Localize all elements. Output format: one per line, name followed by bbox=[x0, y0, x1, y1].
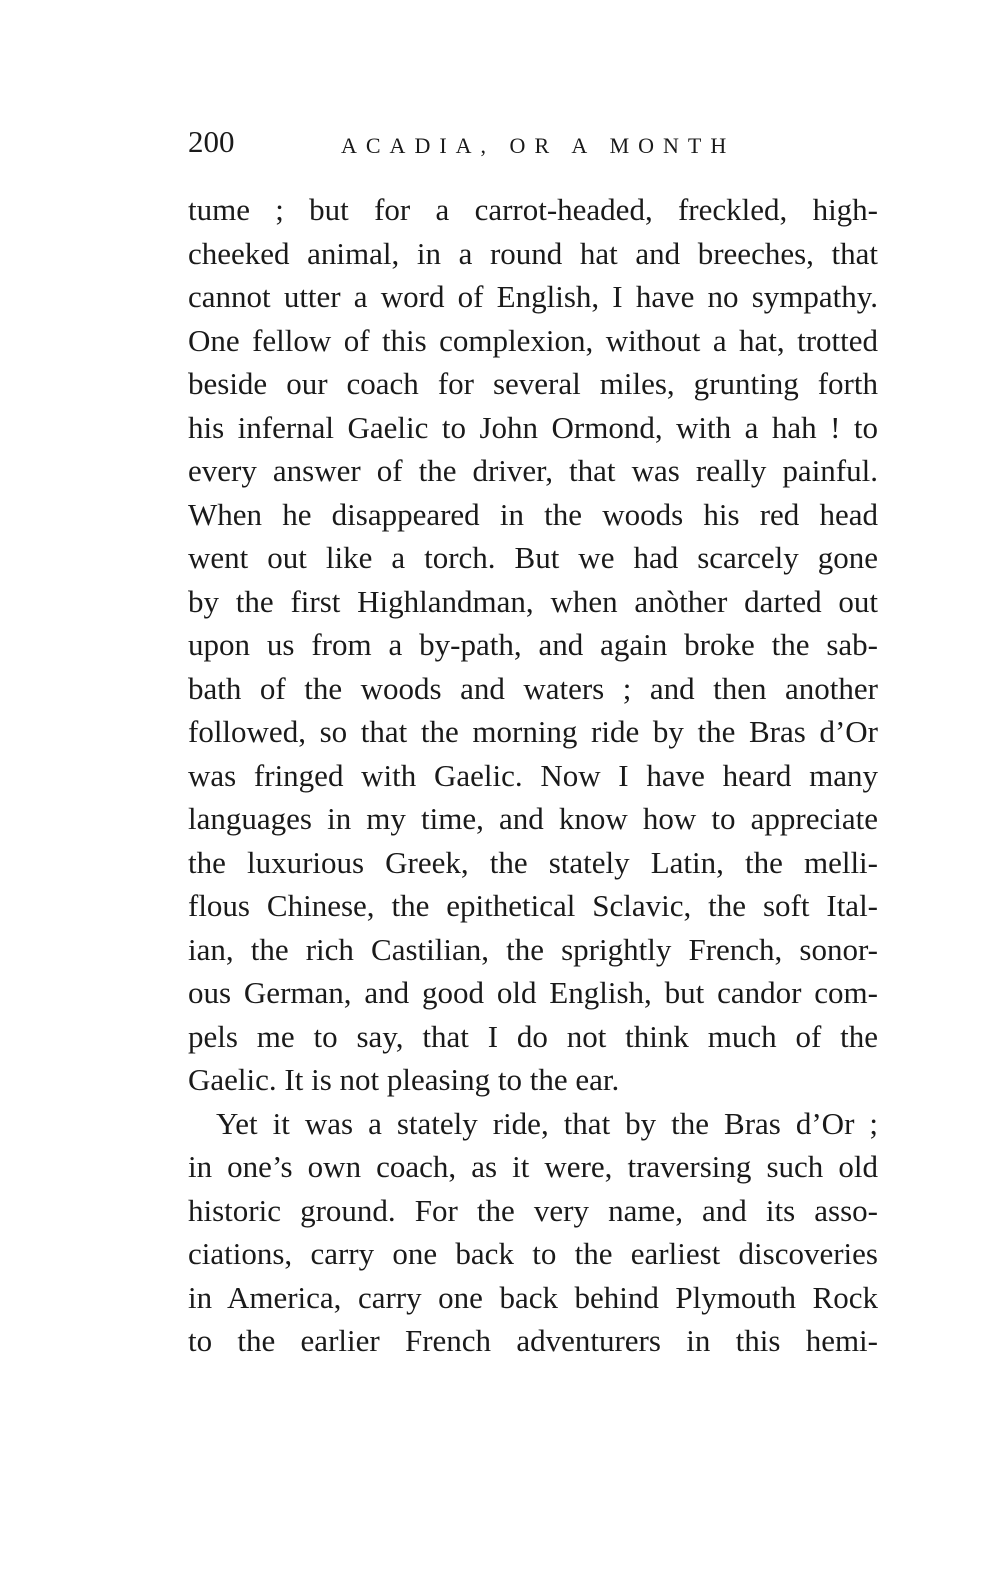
text-line: tume ; but for a carrot-headed, freckled, high- bbox=[188, 192, 878, 227]
text-line: ian, the rich Castilian, the sprightly French, sonor- bbox=[188, 931, 878, 967]
text-line: When he disappeared in the woods his red head bbox=[188, 496, 878, 532]
text-line: bath of the woods and waters ; and then another bbox=[188, 670, 878, 706]
text-line: cannot utter a word of English, I have no sympathy. bbox=[188, 279, 878, 314]
text-line: was fringed with Gaelic. Now I have heard many bbox=[188, 757, 878, 793]
text-line: went out like a torch. But we had scarcely gone bbox=[188, 540, 878, 575]
paragraph bbox=[188, 188, 878, 1102]
text-line: Gaelic. It is not pleasing to the ear. bbox=[188, 1062, 620, 1097]
text-line: languages in my time, and know how to appreciate bbox=[188, 801, 878, 836]
text-line: flous Chinese, the epithetical Sclavic, the soft Ital- bbox=[188, 888, 878, 923]
text-line: in America, carry one back behind Plymouth Rock bbox=[188, 1279, 878, 1315]
text-line: ous German, and good old English, but candor com- bbox=[188, 975, 878, 1010]
text-line: by the first Highlandman, when anòther darted out bbox=[188, 583, 878, 619]
text-line: his infernal Gaelic to John Ormond, with a hah ! to bbox=[188, 409, 878, 445]
running-head bbox=[188, 124, 888, 164]
text-line: pels me to say, that I do not think much of the bbox=[188, 1018, 878, 1054]
text-line: the luxurious Greek, the stately Latin, the melli- bbox=[188, 844, 878, 880]
text-line: upon us from a by-path, and again broke the sab- bbox=[188, 627, 878, 662]
text-line: One fellow of this complexion, without a hat, trotted bbox=[188, 322, 878, 358]
text-line: Yet it was a stately ride, that by the Bras d’Or ; bbox=[216, 1105, 878, 1141]
body-text bbox=[188, 188, 878, 1363]
text-line: beside our coach for several miles, grunting forth bbox=[188, 366, 878, 401]
paragraph bbox=[188, 1102, 878, 1363]
text-line: to the earlier French adventurers in this hemi- bbox=[188, 1323, 878, 1358]
text-line: in one’s own coach, as it were, traversing such old bbox=[188, 1149, 878, 1184]
running-title: ACADIA, OR A MONTH bbox=[341, 133, 736, 158]
text-line: followed, so that the morning ride by the Bras d’Or bbox=[188, 714, 878, 749]
text-line: historic ground. For the very name, and its asso- bbox=[188, 1192, 878, 1228]
text-line: cheeked animal, in a round hat and breeches, that bbox=[188, 235, 878, 271]
text-line: ciations, carry one back to the earliest discoveries bbox=[188, 1236, 878, 1271]
page-number: 200 bbox=[188, 124, 235, 159]
text-line: every answer of the driver, that was really painful. bbox=[188, 453, 878, 488]
